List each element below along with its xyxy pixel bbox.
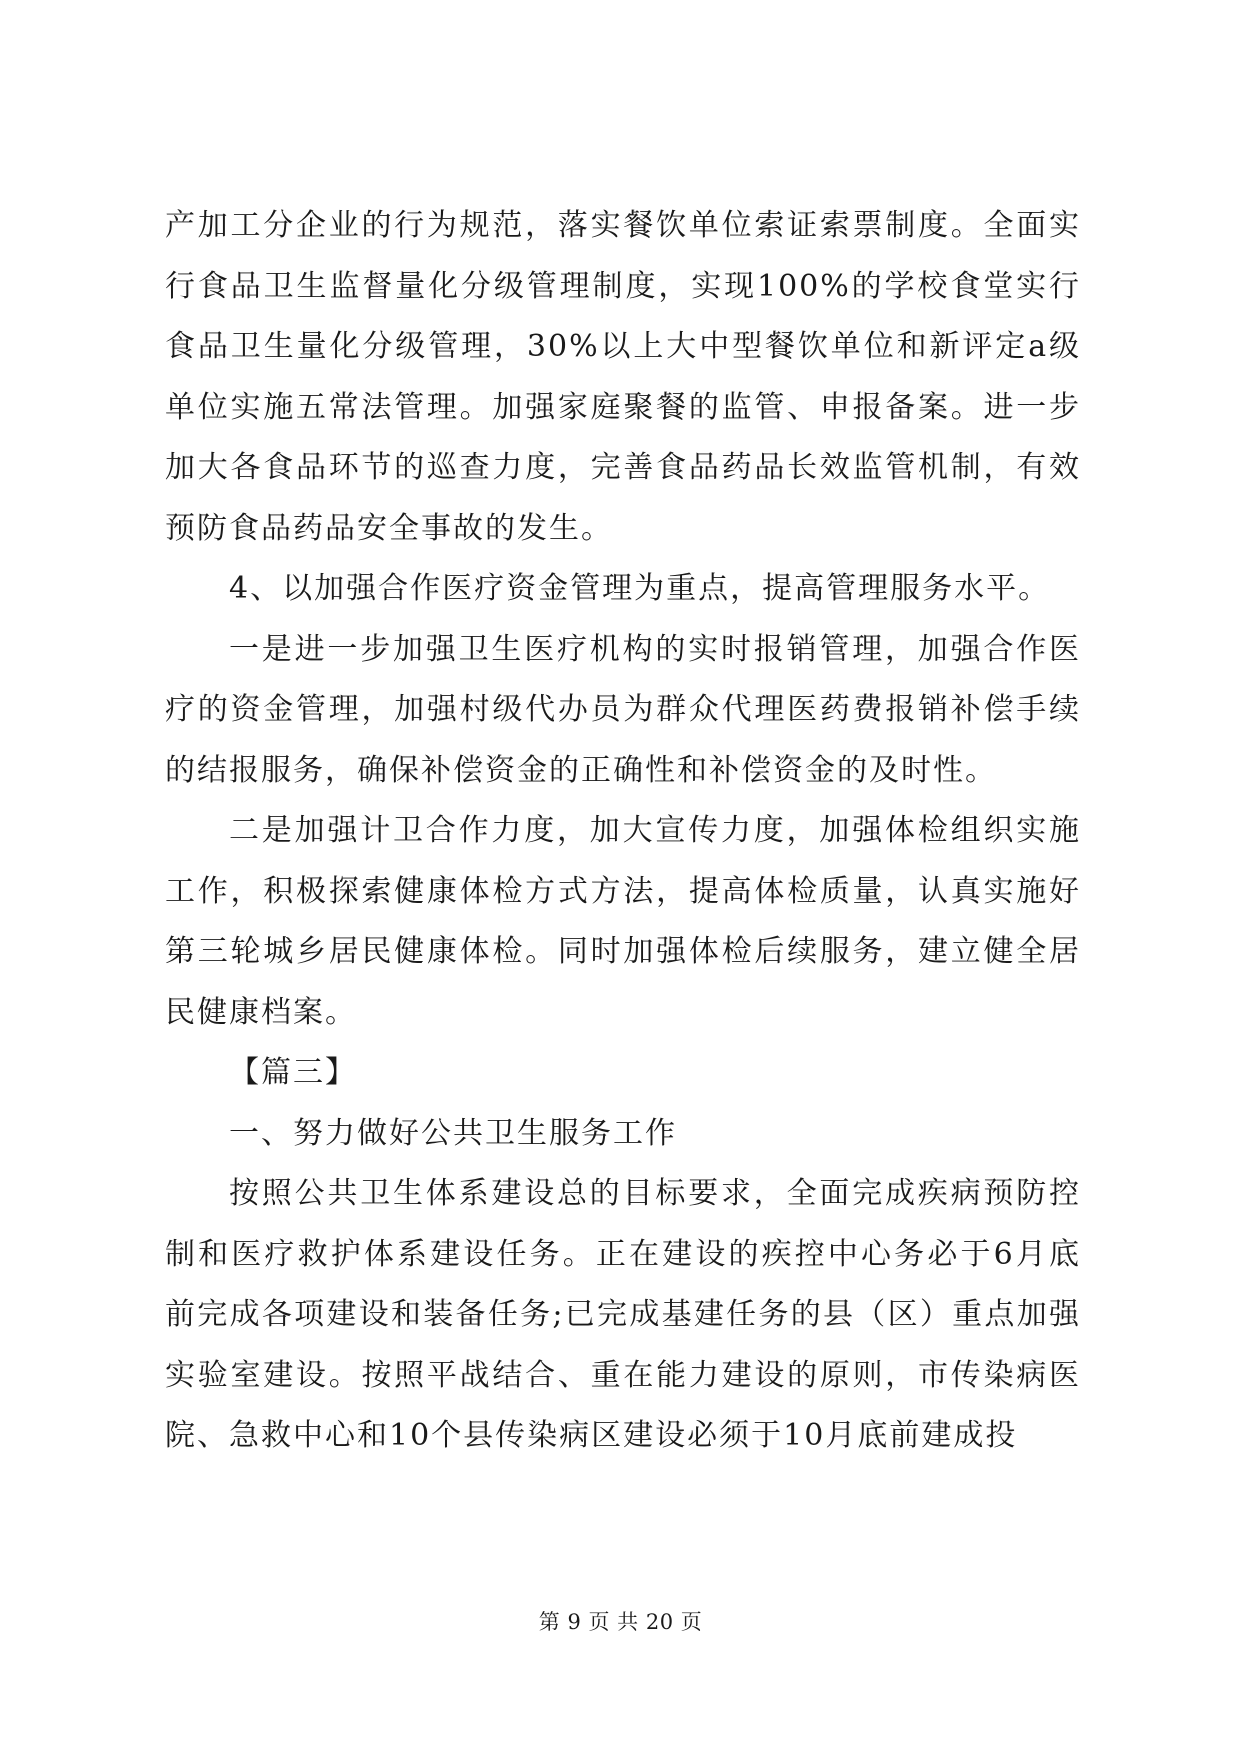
paragraph-heading-4: 4、以加强合作医疗资金管理为重点，提高管理服务水平。 bbox=[229, 571, 1051, 606]
paragraph-public-health-system: 按照公共卫生体系建设总的目标要求，全面完成疾病预防控制和医疗救护体系建设任务。正在建设的疾控中心务必于6月底前完成各项建设和装备任务;已完成基建任务的县（区）重点加强实验室建设。按照平战结合、重在能力建设的原则，市传染病医院、急救中心和10个县传染病区建设必须于10月底前建成投 bbox=[165, 1176, 1081, 1453]
page-number-footer: 第 9 页 共 20 页 bbox=[538, 1610, 703, 1634]
section-title-part-three: 【篇三】 bbox=[229, 1055, 357, 1090]
paragraph-point-two: 二是加强计卫合作力度，加大宣传力度，加强体检组织实施工作，积极探索健康体检方式方法，提高体检质量，认真实施好第三轮城乡居民健康体检。同时加强体检后续服务，建立健全居民健康档案。 bbox=[165, 813, 1081, 1030]
section-heading-public-health: 一、努力做好公共卫生服务工作 bbox=[229, 1115, 677, 1151]
document-body bbox=[165, 196, 1081, 1467]
paragraph-point-one: 一是进一步加强卫生医疗机构的实时报销管理，加强合作医疗的资金管理，加强村级代办员为群众代理医药费报销补偿手续的结报服务，确保补偿资金的正确性和补偿资金的及时性。 bbox=[165, 631, 1081, 788]
paragraph-food-safety-continued: 产加工分企业的行为规范，落实餐饮单位索证索票制度。全面实行食品卫生监督量化分级管理制度，实现100%的学校食堂实行食品卫生量化分级管理，30%以上大中型餐饮单位和新评定a级单位实施五常法管理。加强家庭聚餐的监管、申报备案。进一步加大各食品环节的巡查力度，完善食品药品长效监管机制，有效预防食品药品安全事故的发生。 bbox=[165, 208, 1081, 546]
